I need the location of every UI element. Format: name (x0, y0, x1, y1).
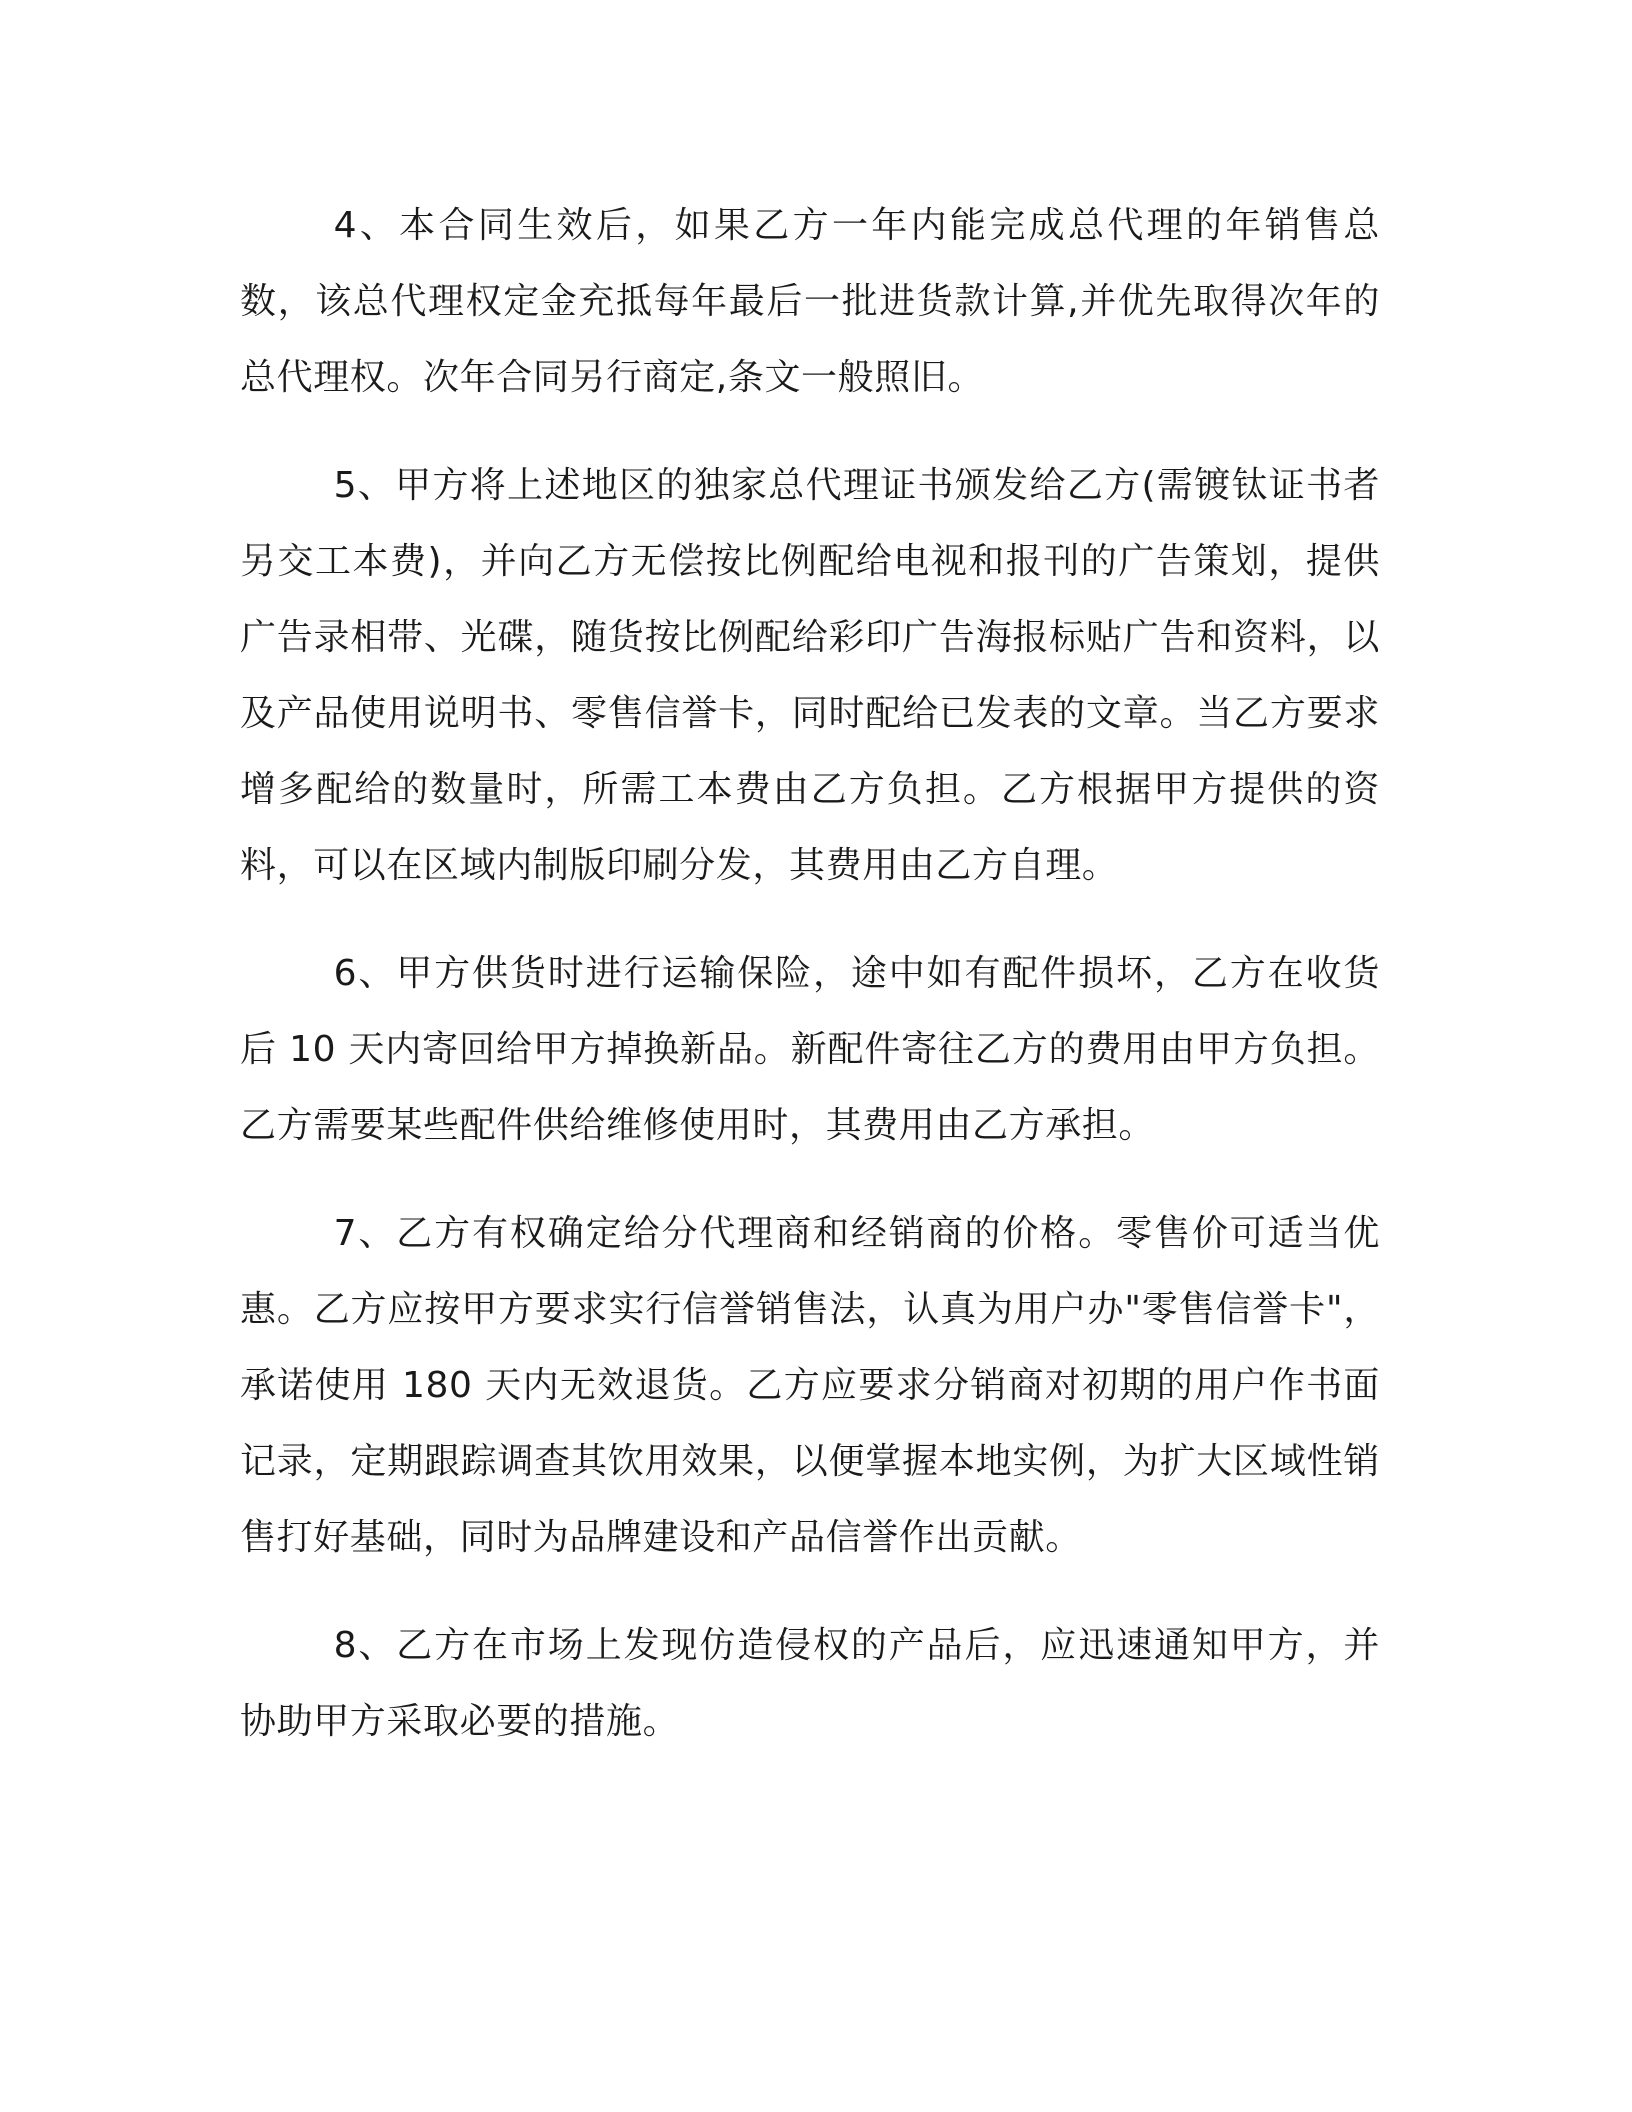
document-body (240, 188, 1380, 1792)
clause-7-paragraph: 7、乙方有权确定给分代理商和经销商的价格。零售价可适当优惠。乙方应按甲方要求实行信誉销售法，认真为用户办"零售信誉卡"，承诺使用 180 天内无效退货。乙方应要求分销商对初期的用户作书面记录，定期跟踪调查其饮用效果，以便掌握本地实例，为扩大区域性销售打好基础，同时为品牌建设和产品信誉作出贡献。 (240, 1213, 1380, 1558)
clause-8-paragraph: 8、乙方在市场上发现仿造侵权的产品后，应迅速通知甲方，并协助甲方采取必要的措施。 (240, 1625, 1380, 1742)
clause-6-paragraph: 6、甲方供货时进行运输保险，途中如有配件损坏，乙方在收货后 10 天内寄回给甲方掉换新品。新配件寄往乙方的费用由甲方负担。乙方需要某些配件供给维修使用时，其费用由乙方承担。 (240, 953, 1380, 1146)
clause-4-paragraph: 4、本合同生效后，如果乙方一年内能完成总代理的年销售总数，该总代理权定金充抵每年最后一批进货款计算,并优先取得次年的总代理权。次年合同另行商定,条文一般照旧。 (240, 205, 1380, 398)
clause-5-paragraph: 5、甲方将上述地区的独家总代理证书颁发给乙方(需镀钛证书者另交工本费)，并向乙方无偿按比例配给电视和报刊的广告策划，提供广告录相带、光碟，随货按比例配给彩印广告海报标贴广告和资料，以及产品使用说明书、零售信誉卡，同时配给已发表的文章。当乙方要求增多配给的数量时，所需工本费由乙方负担。乙方根据甲方提供的资料，可以在区域内制版印刷分发，其费用由乙方自理。 (240, 465, 1380, 886)
